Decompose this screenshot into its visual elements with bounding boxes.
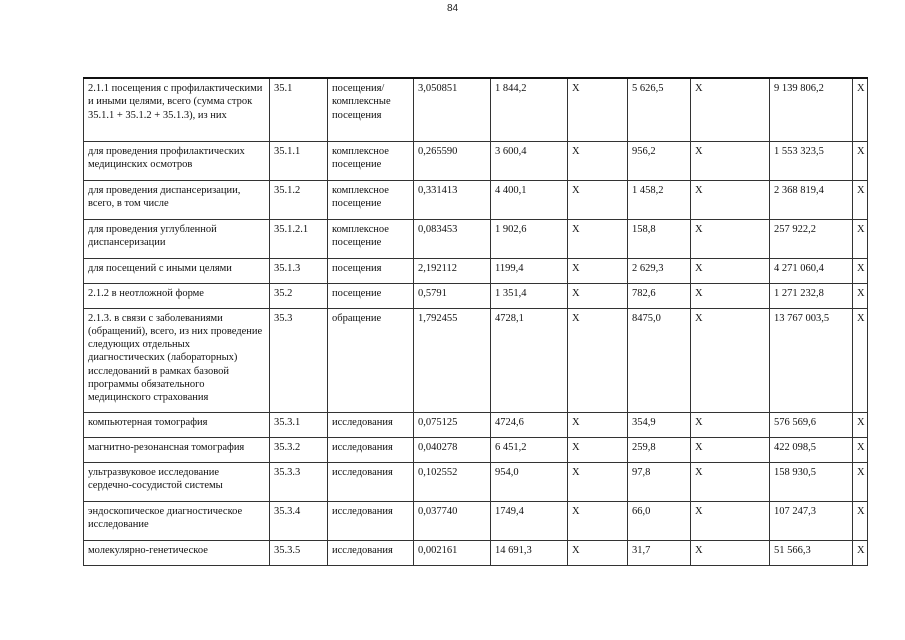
x-mark-cell: X: [568, 540, 628, 565]
cost-cell: 4728,1: [491, 308, 568, 412]
table-row: [84, 219, 868, 258]
x-mark-cell: X: [691, 437, 770, 462]
row-name-cell: 2.1.2 в неотложной форме: [84, 283, 270, 308]
x-mark-cell: X: [853, 540, 868, 565]
norm-cell: 0,331413: [414, 180, 491, 219]
table-row: [84, 78, 868, 141]
table-row: [84, 283, 868, 308]
per-capita-cell: 158,8: [628, 219, 691, 258]
unit-cell: исследования: [328, 412, 414, 437]
cost-cell: 954,0: [491, 462, 568, 501]
total-cell: 1 553 323,5: [770, 141, 853, 180]
table-row: [84, 437, 868, 462]
total-cell: 1 271 232,8: [770, 283, 853, 308]
norm-cell: 0,075125: [414, 412, 491, 437]
total-cell: 422 098,5: [770, 437, 853, 462]
x-mark-cell: X: [853, 258, 868, 283]
total-cell: 4 271 060,4: [770, 258, 853, 283]
x-mark-cell: X: [568, 501, 628, 540]
x-mark-cell: X: [568, 180, 628, 219]
x-mark-cell: X: [853, 437, 868, 462]
cost-cell: 1749,4: [491, 501, 568, 540]
x-mark-cell: X: [691, 283, 770, 308]
row-name-cell: для посещений с иными целями: [84, 258, 270, 283]
cost-cell: 1 351,4: [491, 283, 568, 308]
x-mark-cell: X: [853, 462, 868, 501]
row-name-cell: 2.1.3. в связи с заболеваниями (обращений), всего, из них проведение следующих отдельных диагностических (лабораторных) исследований в рамках базовой программы обязательного медицинского страхования: [84, 308, 270, 412]
x-mark-cell: X: [691, 258, 770, 283]
unit-cell: исследования: [328, 437, 414, 462]
unit-cell: посещение: [328, 283, 414, 308]
per-capita-cell: 354,9: [628, 412, 691, 437]
cost-cell: 4724,6: [491, 412, 568, 437]
total-cell: 9 139 806,2: [770, 78, 853, 141]
table-row: [84, 141, 868, 180]
unit-cell: посещения: [328, 258, 414, 283]
line-number-cell: 35.1: [270, 78, 328, 141]
per-capita-cell: 259,8: [628, 437, 691, 462]
total-cell: 51 566,3: [770, 540, 853, 565]
unit-cell: исследования: [328, 540, 414, 565]
x-mark-cell: X: [853, 501, 868, 540]
x-mark-cell: X: [568, 308, 628, 412]
line-number-cell: 35.1.3: [270, 258, 328, 283]
norm-cell: 0,002161: [414, 540, 491, 565]
x-mark-cell: X: [568, 258, 628, 283]
unit-cell: посещения/комплексные посещения: [328, 78, 414, 141]
x-mark-cell: X: [568, 78, 628, 141]
cost-cell: 1199,4: [491, 258, 568, 283]
x-mark-cell: X: [568, 437, 628, 462]
total-cell: 257 922,2: [770, 219, 853, 258]
per-capita-cell: 1 458,2: [628, 180, 691, 219]
row-name-cell: компьютерная томография: [84, 412, 270, 437]
row-name-cell: магнитно-резонансная томография: [84, 437, 270, 462]
x-mark-cell: X: [691, 219, 770, 258]
line-number-cell: 35.3.4: [270, 501, 328, 540]
row-name-cell: для проведения диспансеризации, всего, в том числе: [84, 180, 270, 219]
norm-cell: 1,792455: [414, 308, 491, 412]
total-cell: 158 930,5: [770, 462, 853, 501]
report-table: [83, 77, 868, 566]
unit-cell: комплексное посещение: [328, 219, 414, 258]
line-number-cell: 35.1.2: [270, 180, 328, 219]
row-name-cell: молекулярно-генетическое: [84, 540, 270, 565]
x-mark-cell: X: [568, 283, 628, 308]
line-number-cell: 35.1.1: [270, 141, 328, 180]
cost-cell: 14 691,3: [491, 540, 568, 565]
table-row: [84, 540, 868, 565]
table-row: [84, 308, 868, 412]
total-cell: 13 767 003,5: [770, 308, 853, 412]
cost-cell: 1 844,2: [491, 78, 568, 141]
norm-cell: 0,040278: [414, 437, 491, 462]
row-name-cell: для проведения углубленной диспансеризации: [84, 219, 270, 258]
total-cell: 107 247,3: [770, 501, 853, 540]
unit-cell: обращение: [328, 308, 414, 412]
per-capita-cell: 782,6: [628, 283, 691, 308]
per-capita-cell: 5 626,5: [628, 78, 691, 141]
norm-cell: 0,037740: [414, 501, 491, 540]
page-number: 84: [446, 3, 459, 14]
table-row: [84, 258, 868, 283]
table-row: [84, 412, 868, 437]
per-capita-cell: 956,2: [628, 141, 691, 180]
x-mark-cell: X: [568, 219, 628, 258]
norm-cell: 3,050851: [414, 78, 491, 141]
cost-cell: 6 451,2: [491, 437, 568, 462]
line-number-cell: 35.3.5: [270, 540, 328, 565]
total-cell: 2 368 819,4: [770, 180, 853, 219]
x-mark-cell: X: [853, 219, 868, 258]
x-mark-cell: X: [691, 308, 770, 412]
line-number-cell: 35.3.3: [270, 462, 328, 501]
x-mark-cell: X: [691, 462, 770, 501]
x-mark-cell: X: [853, 78, 868, 141]
norm-cell: 2,192112: [414, 258, 491, 283]
norm-cell: 0,5791: [414, 283, 491, 308]
x-mark-cell: X: [691, 180, 770, 219]
cost-cell: 3 600,4: [491, 141, 568, 180]
norm-cell: 0,102552: [414, 462, 491, 501]
x-mark-cell: X: [853, 308, 868, 412]
per-capita-cell: 8475,0: [628, 308, 691, 412]
per-capita-cell: 31,7: [628, 540, 691, 565]
unit-cell: исследования: [328, 462, 414, 501]
x-mark-cell: X: [691, 501, 770, 540]
x-mark-cell: X: [853, 412, 868, 437]
total-cell: 576 569,6: [770, 412, 853, 437]
x-mark-cell: X: [568, 462, 628, 501]
line-number-cell: 35.3.2: [270, 437, 328, 462]
cost-cell: 1 902,6: [491, 219, 568, 258]
x-mark-cell: X: [691, 540, 770, 565]
table-row: [84, 180, 868, 219]
line-number-cell: 35.2: [270, 283, 328, 308]
row-name-cell: эндоскопическое диагностическое исследование: [84, 501, 270, 540]
table-body: [84, 78, 868, 565]
norm-cell: 0,265590: [414, 141, 491, 180]
cost-cell: 4 400,1: [491, 180, 568, 219]
per-capita-cell: 97,8: [628, 462, 691, 501]
line-number-cell: 35.3: [270, 308, 328, 412]
x-mark-cell: X: [853, 283, 868, 308]
row-name-cell: 2.1.1 посещения с профилактическими и иными целями, всего (сумма строк 35.1.1 + 35.1.2 + 35.1.3), из них: [84, 78, 270, 141]
x-mark-cell: X: [568, 412, 628, 437]
unit-cell: исследования: [328, 501, 414, 540]
x-mark-cell: X: [853, 141, 868, 180]
x-mark-cell: X: [853, 180, 868, 219]
line-number-cell: 35.1.2.1: [270, 219, 328, 258]
unit-cell: комплексное посещение: [328, 141, 414, 180]
table-row: [84, 462, 868, 501]
norm-cell: 0,083453: [414, 219, 491, 258]
row-name-cell: для проведения профилактических медицинских осмотров: [84, 141, 270, 180]
per-capita-cell: 66,0: [628, 501, 691, 540]
x-mark-cell: X: [691, 141, 770, 180]
line-number-cell: 35.3.1: [270, 412, 328, 437]
per-capita-cell: 2 629,3: [628, 258, 691, 283]
x-mark-cell: X: [691, 78, 770, 141]
x-mark-cell: X: [568, 141, 628, 180]
row-name-cell: ультразвуковое исследование сердечно-сосудистой системы: [84, 462, 270, 501]
table-row: [84, 501, 868, 540]
unit-cell: комплексное посещение: [328, 180, 414, 219]
x-mark-cell: X: [691, 412, 770, 437]
